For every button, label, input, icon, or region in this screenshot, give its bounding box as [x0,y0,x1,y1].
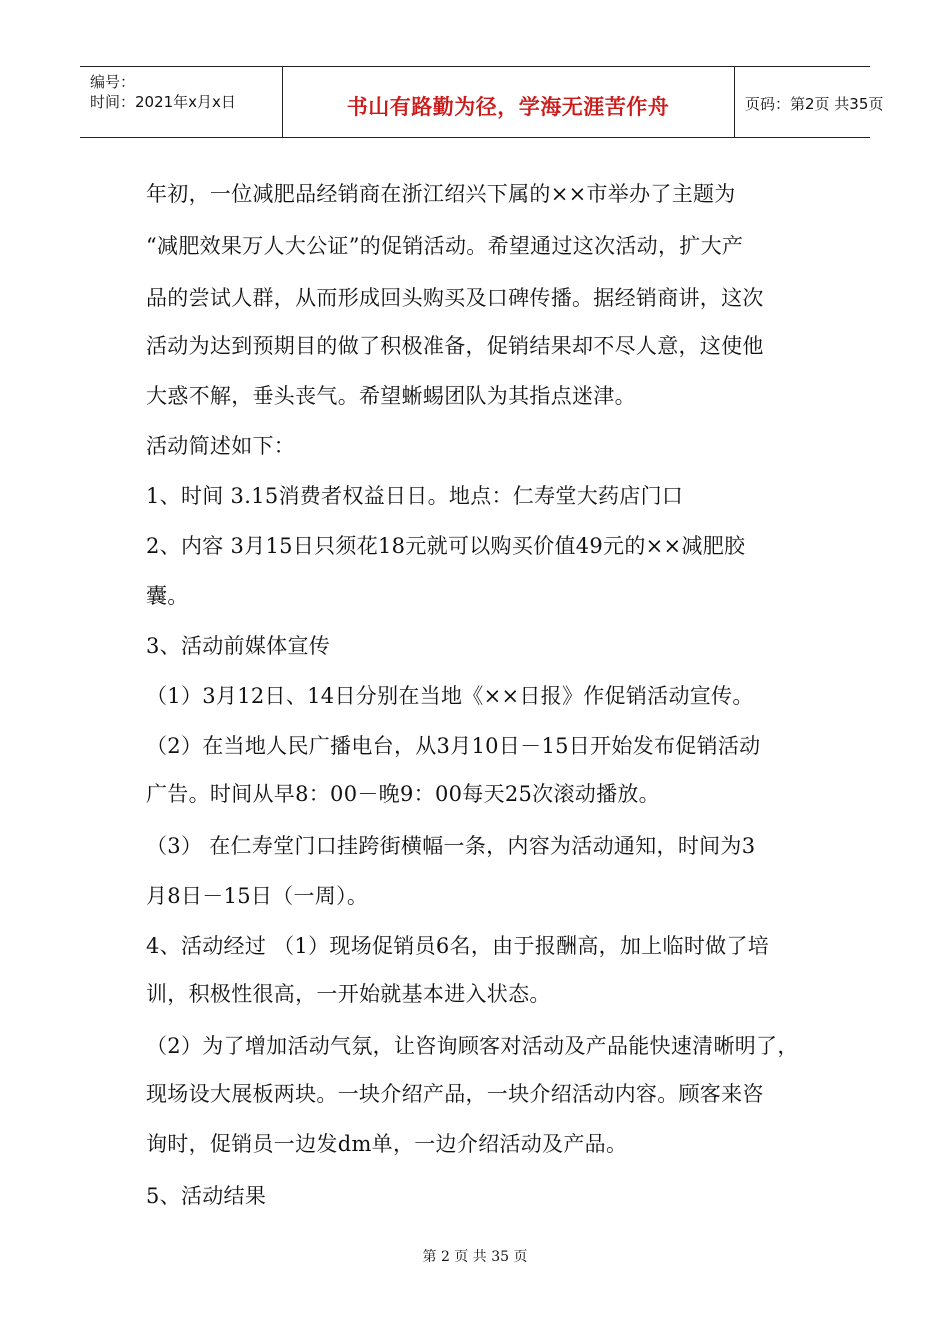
body-line: 活动为达到预期目的做了积极准备，促销结果却不尽人意，这使他 [146,334,764,358]
header-page-cell [735,67,884,137]
body-line: 品的尝试人群，从而形成回头购买及口碑传播。据经销商讲，这次 [146,286,764,310]
document-date-label: 时间：2021年x月x日 [90,93,236,111]
body-line: 2、内容 3月15日只须花18元就可以购买价值49元的××减肥胶 [146,534,746,558]
body-line: 询时，促销员一边发dm单，一边介绍活动及产品。 [146,1132,628,1156]
document-number-label: 编号： [90,73,136,91]
page-header [80,66,884,138]
body-line: 3、活动前媒体宣传 [146,634,331,658]
body-line: （2）为了增加活动气氛，让咨询顾客对活动及产品能快速清晰明了， [146,1034,799,1058]
body-line: 4、活动经过 （1）现场促销员6名，由于报酬高，加上临时做了培 [146,934,770,958]
body-line: （3） 在仁寿堂门口挂跨街横幅一条，内容为活动通知，时间为3 [146,834,756,858]
header-page-info: 页码：第2页 共35页 [745,95,884,113]
body-line: 1、时间 3.15消费者权益日日。地点：仁寿堂大药店门口 [146,484,684,508]
body-line: 现场设大展板两块。一块介绍产品，一块介绍活动内容。顾客来咨 [146,1082,764,1106]
page-footer: 第 2 页 共 35 页 [422,1249,528,1265]
header-motto: 书山有路勤为径，学海无涯苦作舟 [346,95,670,119]
body-line: 训，积极性很高，一开始就基本进入状态。 [146,982,551,1006]
header-meta-cell [80,67,283,137]
header-motto-cell [282,67,735,137]
body-line: 大惑不解，垂头丧气。希望蜥蜴团队为其指点迷津。 [146,384,636,408]
body-line: 年初，一位减肥品经销商在浙江绍兴下属的××市举办了主题为 [146,182,736,206]
body-line: 5、活动结果 [146,1184,267,1208]
body-line: 活动简述如下： [146,434,296,458]
body-line: “减肥效果万人大公证”的促销活动。希望通过这次活动，扩大产 [146,234,744,258]
body-line: （2）在当地人民广播电台，从3月10日－15日开始发布促销活动 [146,734,761,758]
body-line: 月8日－15日（一周）。 [146,884,369,908]
body-line: 囊。 [146,584,189,608]
body-line: （1）3月12日、14日分别在当地《××日报》作促销活动宣传。 [146,684,754,708]
body-line: 广告。时间从早8：00－晚9：00每天25次滚动播放。 [146,782,660,806]
